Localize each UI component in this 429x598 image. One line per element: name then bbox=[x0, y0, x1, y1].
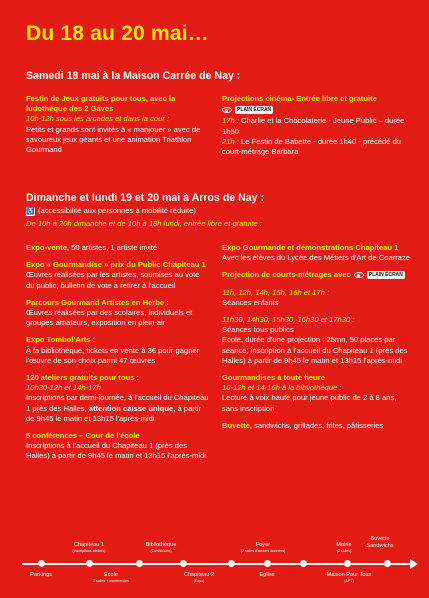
screening-2: 21h : Le Festin de Babette - durée 1h40 - précédé du court-métrage Barbara bbox=[222, 136, 401, 157]
eye-icon bbox=[222, 107, 232, 113]
screening-1: 17h : Charlie et la Chocolaterie - Jeune Public – durée 1h50 bbox=[222, 116, 405, 136]
parcours-gourmand: Parcours Gourmand Artistes en Herbe : Œuvres réalisées par des scolaires, individuels et groupes amateurs, exposition en plein-air bbox=[26, 297, 193, 328]
stop-dot bbox=[180, 560, 187, 567]
plain-ecran-badge: PLAIN ÉCRAN bbox=[368, 272, 403, 279]
access-note-line bbox=[26, 206, 406, 216]
route-line bbox=[22, 563, 414, 565]
stop-dot bbox=[300, 560, 307, 567]
route-timeline bbox=[0, 530, 429, 598]
access-note: (accessibilité aux personnes à mobilité réduite) bbox=[38, 206, 196, 215]
reading: Gourmandises à toute heure 10-12h et 14-16h à la bibliothèque : Lecture à voix haute pour jeune public de 2 à 8 ans, sans inscription bbox=[222, 373, 397, 413]
stop-chapiteau-2: Chapiteau 2 (Expo) bbox=[183, 572, 215, 583]
sunday-left-column bbox=[26, 243, 210, 469]
expo-tombolarts: Expo Tombol'Arts : À la bibliothèque, tickets en vente à 3€ pour gagner l'œuvre de son choix parmi 47 œuvres bbox=[26, 335, 200, 365]
cinema-title: Projections cinéma- Entrée libre et gratuite bbox=[222, 94, 377, 103]
expo-gourmandise: Expo « Gourmandise » prix du Public Chapiteau 1 Œuvres réalisées par les artistes, soumises au vote du public, bulletin de vote à retirer à l'accueil bbox=[26, 260, 206, 290]
games-title: Festin de Jeux gratuits pour tous, avec la ludothèque des 2 Gaves bbox=[26, 94, 176, 114]
stop-dot bbox=[228, 560, 235, 567]
saturday-heading: Samedi 18 mai à la Maison Carrée de Nay : bbox=[26, 70, 241, 82]
stop-dot bbox=[344, 560, 351, 567]
buvette: Buvette, sandwichs, grillades, frites, pâtisseries bbox=[222, 420, 384, 430]
all-screenings: 11h30, 14h30, 15h30, 16h30 et 17h30 : Séances tous publics Ecole, durée d'une projection : 25mn, 50 places par séance, inscription à l'accueil du Chapiteau 1 (près des Halles) à partir de 9h45 le matin et 13h15 l'après-midi bbox=[222, 315, 408, 365]
opening-hours: De 10h à 20h dimanche et de 10h à 18h lundi, entrée libre et gratuite : bbox=[26, 219, 262, 228]
expo-vente: Expo-vente, 50 artistes, 1 artiste invité bbox=[26, 243, 158, 252]
games-text: Petits et grands sont invités à « manjouer » avec de savoureux jeux géants et une animation Triathlon Gourmand bbox=[26, 124, 201, 155]
arrow-right-icon bbox=[410, 559, 418, 569]
wheelchair-icon: ♿ bbox=[26, 207, 35, 215]
stop-parkings: Parkings bbox=[30, 572, 52, 578]
saturday-right-column bbox=[222, 94, 408, 157]
plain-ecran-badge: PLAIN ÉCRAN bbox=[237, 107, 272, 114]
kids-screenings: 11h, 12h, 14h, 15h, 16h et 17h : Séances enfants bbox=[222, 287, 330, 307]
stop-foyer: Foyer (2 salles d'ateliers données) bbox=[240, 542, 286, 553]
stop-dot bbox=[264, 560, 271, 567]
stop-dot bbox=[38, 560, 45, 567]
stop-dot bbox=[86, 560, 93, 567]
stop-eglise: Eglise bbox=[259, 572, 275, 578]
eye-icon bbox=[354, 272, 364, 278]
courts-metrages: Projection de courts-métrages avec PLAIN ÉCRAN bbox=[222, 270, 403, 280]
stop-maison-pour-tous: Maison Pour Tous (APT) bbox=[326, 572, 372, 583]
ateliers: 120 ateliers gratuits pour tous : 10h30-12h et 14h-17h Inscriptions par demi-journée, à l'accueil du Chapiteau 1 près des Halles, attention caisse unique, à partir de 9h45 le matin et 13h15 l'après-midi bbox=[26, 373, 209, 423]
games-time: 10h-12h sous les arcades et dans la cour : bbox=[26, 114, 170, 124]
stop-dot bbox=[136, 560, 143, 567]
saturday-left-column bbox=[26, 94, 206, 155]
stop-chapiteau-1: Chapiteau 1 (inscriptions ateliers) bbox=[72, 542, 106, 553]
page-title: Du 18 au 20 mai… bbox=[26, 22, 209, 45]
stop-buvette: Buvette Sandwichs bbox=[366, 536, 394, 549]
expo-gourmande: Expo Gourmande et démonstrations Chapiteau 1 Avec les élèves du Lycée des Métiers d'Art de Coarraze bbox=[222, 243, 411, 263]
sunday-right-column bbox=[222, 243, 410, 438]
stop-ecole: Ecole 2 salles + conférences bbox=[93, 572, 129, 583]
stop-dot bbox=[384, 560, 391, 567]
sunday-heading: Dimanche et lundi 19 et 20 mai à Arros de Nay : bbox=[26, 192, 265, 204]
stop-bibliotheque: Bibliothèque (Tombol'Arts) bbox=[145, 542, 177, 553]
stop-mairie: Mairie (2 salles) bbox=[336, 542, 352, 553]
plain-ecran-logo bbox=[222, 105, 408, 115]
conferences: 5 conférences – Cour de l'école Inscriptions à l'accueil du Chapiteau 1 (près des Halles) à partir de 9h45 le matin et 13h15 l'après-midi bbox=[26, 431, 206, 461]
